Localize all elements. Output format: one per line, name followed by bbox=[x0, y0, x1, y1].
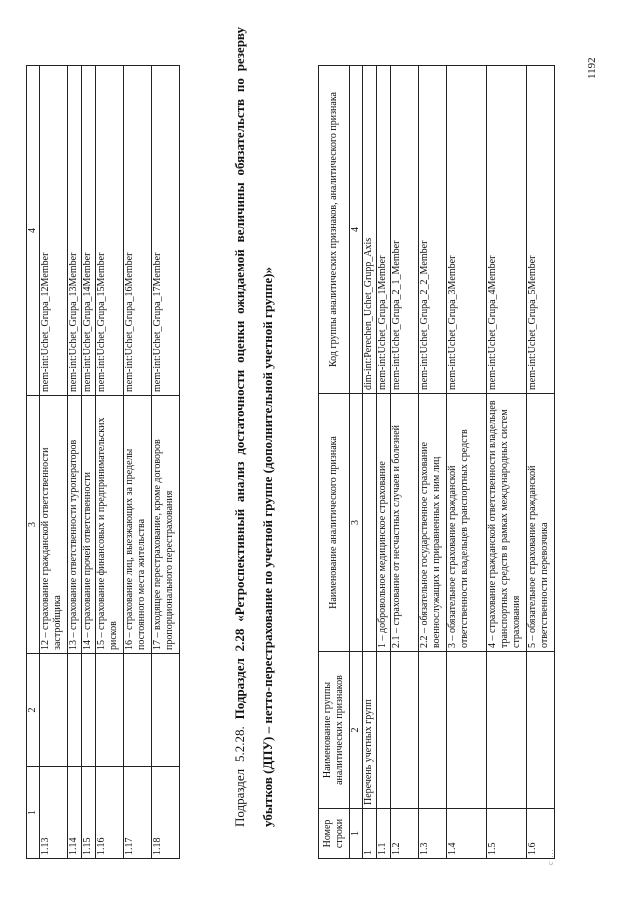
header-row-number: Номер строки bbox=[319, 809, 350, 859]
row-number-cell: 1.15 bbox=[82, 767, 96, 859]
table-row bbox=[124, 66, 152, 859]
code-cell: mem-int:Uchet_Grupa_17Member bbox=[152, 66, 180, 396]
feature-name-cell: 15 – страхование финансовых и предпринимательских рисков bbox=[96, 396, 124, 654]
table-row bbox=[487, 66, 527, 859]
table-row bbox=[40, 66, 68, 859]
group-name-cell bbox=[68, 654, 82, 767]
feature-name-cell: 1 – добровольное медицинское страхование bbox=[377, 394, 391, 652]
accounting-groups-table bbox=[318, 65, 555, 859]
column-number: 4 bbox=[27, 66, 40, 396]
feature-name-cell: 2.1 – страхование от несчастных случаев и болезней bbox=[391, 394, 419, 652]
group-name-cell: Перечень учетных групп bbox=[363, 652, 377, 809]
group-name-cell bbox=[447, 652, 487, 809]
column-number: 2 bbox=[27, 654, 40, 767]
row-number-cell: 1.17 bbox=[124, 767, 152, 859]
table-row bbox=[96, 66, 124, 859]
feature-name-cell: 16 – страхование лиц, выезжающих за пределы постоянного места жительства bbox=[124, 396, 152, 654]
table-row bbox=[363, 66, 377, 859]
row-number-cell: 1 bbox=[363, 809, 377, 859]
column-number: 4 bbox=[350, 66, 363, 394]
table-row bbox=[419, 66, 447, 859]
margin-mark: c ... bbox=[546, 848, 555, 865]
column-number: 1 bbox=[350, 809, 363, 859]
analytic-features-table-continued bbox=[26, 65, 180, 859]
page-number: 1192 bbox=[586, 57, 598, 79]
feature-name-cell bbox=[363, 394, 377, 652]
row-number-cell: 1.13 bbox=[40, 767, 68, 859]
group-name-cell bbox=[527, 652, 555, 809]
code-cell: mem-int:Uchet_Grupa_4Member bbox=[487, 66, 527, 394]
code-cell: mem-int:Uchet_Grupa_15Member bbox=[96, 66, 124, 396]
header-group-name: Наименование группы аналитических признаков bbox=[319, 652, 350, 809]
table-row bbox=[82, 66, 96, 859]
feature-name-cell: 4 – страхование гражданской ответственности владельцев транспортных средств в рамках международных систем страхования bbox=[487, 394, 527, 652]
row-number-cell: 1.5 bbox=[487, 809, 527, 859]
table-row bbox=[447, 66, 487, 859]
row-number-cell: 1.1 bbox=[377, 809, 391, 859]
group-name-cell bbox=[377, 652, 391, 809]
group-name-cell bbox=[487, 652, 527, 809]
header-feature-name: Наименование аналитического признака bbox=[319, 394, 350, 652]
column-number: 3 bbox=[27, 396, 40, 654]
code-cell: mem-int:Uchet_Grupa_1Member bbox=[377, 66, 391, 394]
header-code: Код группы аналитических признаков, аналитического признака bbox=[319, 66, 350, 394]
code-cell: mem-int:Uchet_Grupa_14Member bbox=[82, 66, 96, 396]
row-number-cell: 1.18 bbox=[152, 767, 180, 859]
column-number-row bbox=[350, 66, 363, 859]
table-row bbox=[391, 66, 419, 859]
subsection-label: Подраздел 5.2.28. bbox=[232, 726, 247, 827]
feature-name-cell: 14 – страхование прочей ответственности bbox=[82, 396, 96, 654]
code-cell: dim-int:Perechen_Uchet_Grupp_Axis bbox=[363, 66, 377, 394]
table-row bbox=[152, 66, 180, 859]
column-number: 2 bbox=[350, 652, 363, 809]
row-number-cell: 1.6 bbox=[527, 809, 555, 859]
column-number-row bbox=[27, 66, 40, 859]
feature-name-cell: 12 – страхование гражданской ответственности застройщика bbox=[40, 396, 68, 654]
feature-name-cell: 5 – обязательное страхование гражданской ответственности перевозчика bbox=[527, 394, 555, 652]
row-number-cell: 1.4 bbox=[447, 809, 487, 859]
group-name-cell bbox=[419, 652, 447, 809]
table-row bbox=[377, 66, 391, 859]
table-row bbox=[68, 66, 82, 859]
code-cell: mem-int:Uchet_Grupa_16Member bbox=[124, 66, 152, 396]
group-name-cell bbox=[152, 654, 180, 767]
group-name-cell bbox=[40, 654, 68, 767]
subsection-heading bbox=[226, 27, 282, 827]
group-name-cell bbox=[124, 654, 152, 767]
row-number-cell: 1.2 bbox=[391, 809, 419, 859]
group-name-cell bbox=[96, 654, 124, 767]
row-number-cell: 1.14 bbox=[68, 767, 82, 859]
code-cell: mem-int:Uchet_Grupa_3Member bbox=[447, 66, 487, 394]
group-name-cell bbox=[391, 652, 419, 809]
code-cell: mem-int:Uchet_Grupa_5Member bbox=[527, 66, 555, 394]
table-header-row bbox=[319, 66, 350, 859]
feature-name-cell: 2.2 – обязательное государственное страхование военнослужащих и приравненных к ним лиц bbox=[419, 394, 447, 652]
feature-name-cell: 13 – страхование ответственности туроператоров bbox=[68, 396, 82, 654]
column-number: 3 bbox=[350, 394, 363, 652]
group-name-cell bbox=[82, 654, 96, 767]
code-cell: mem-int:Uchet_Grupa_13Member bbox=[68, 66, 82, 396]
feature-name-cell: 3 – обязательное страхование гражданской ответственности владельцев транспортных средств bbox=[447, 394, 487, 652]
table-row bbox=[527, 66, 555, 859]
row-number-cell: 1.16 bbox=[96, 767, 124, 859]
subsection-title: Подраздел 2.28 «Ретроспективный анализ достаточности оценки ожидаемой величины обязательств по резерву убытков (ДПУ) – нетто-перестрахование по учетной группе (дополнительной учетной группе)» bbox=[232, 26, 275, 827]
column-number: 1 bbox=[27, 767, 40, 859]
code-cell: mem-int:Uchet_Grupa_12Member bbox=[40, 66, 68, 396]
row-number-cell: 1.3 bbox=[419, 809, 447, 859]
code-cell: mem-int:Uchet_Grupa_2_2_Member bbox=[419, 66, 447, 394]
feature-name-cell: 17 – входящее перестрахование, кроме договоров пропорционального перестрахования bbox=[152, 396, 180, 654]
code-cell: mem-int:Uchet_Grupa_2_1_Member bbox=[391, 66, 419, 394]
